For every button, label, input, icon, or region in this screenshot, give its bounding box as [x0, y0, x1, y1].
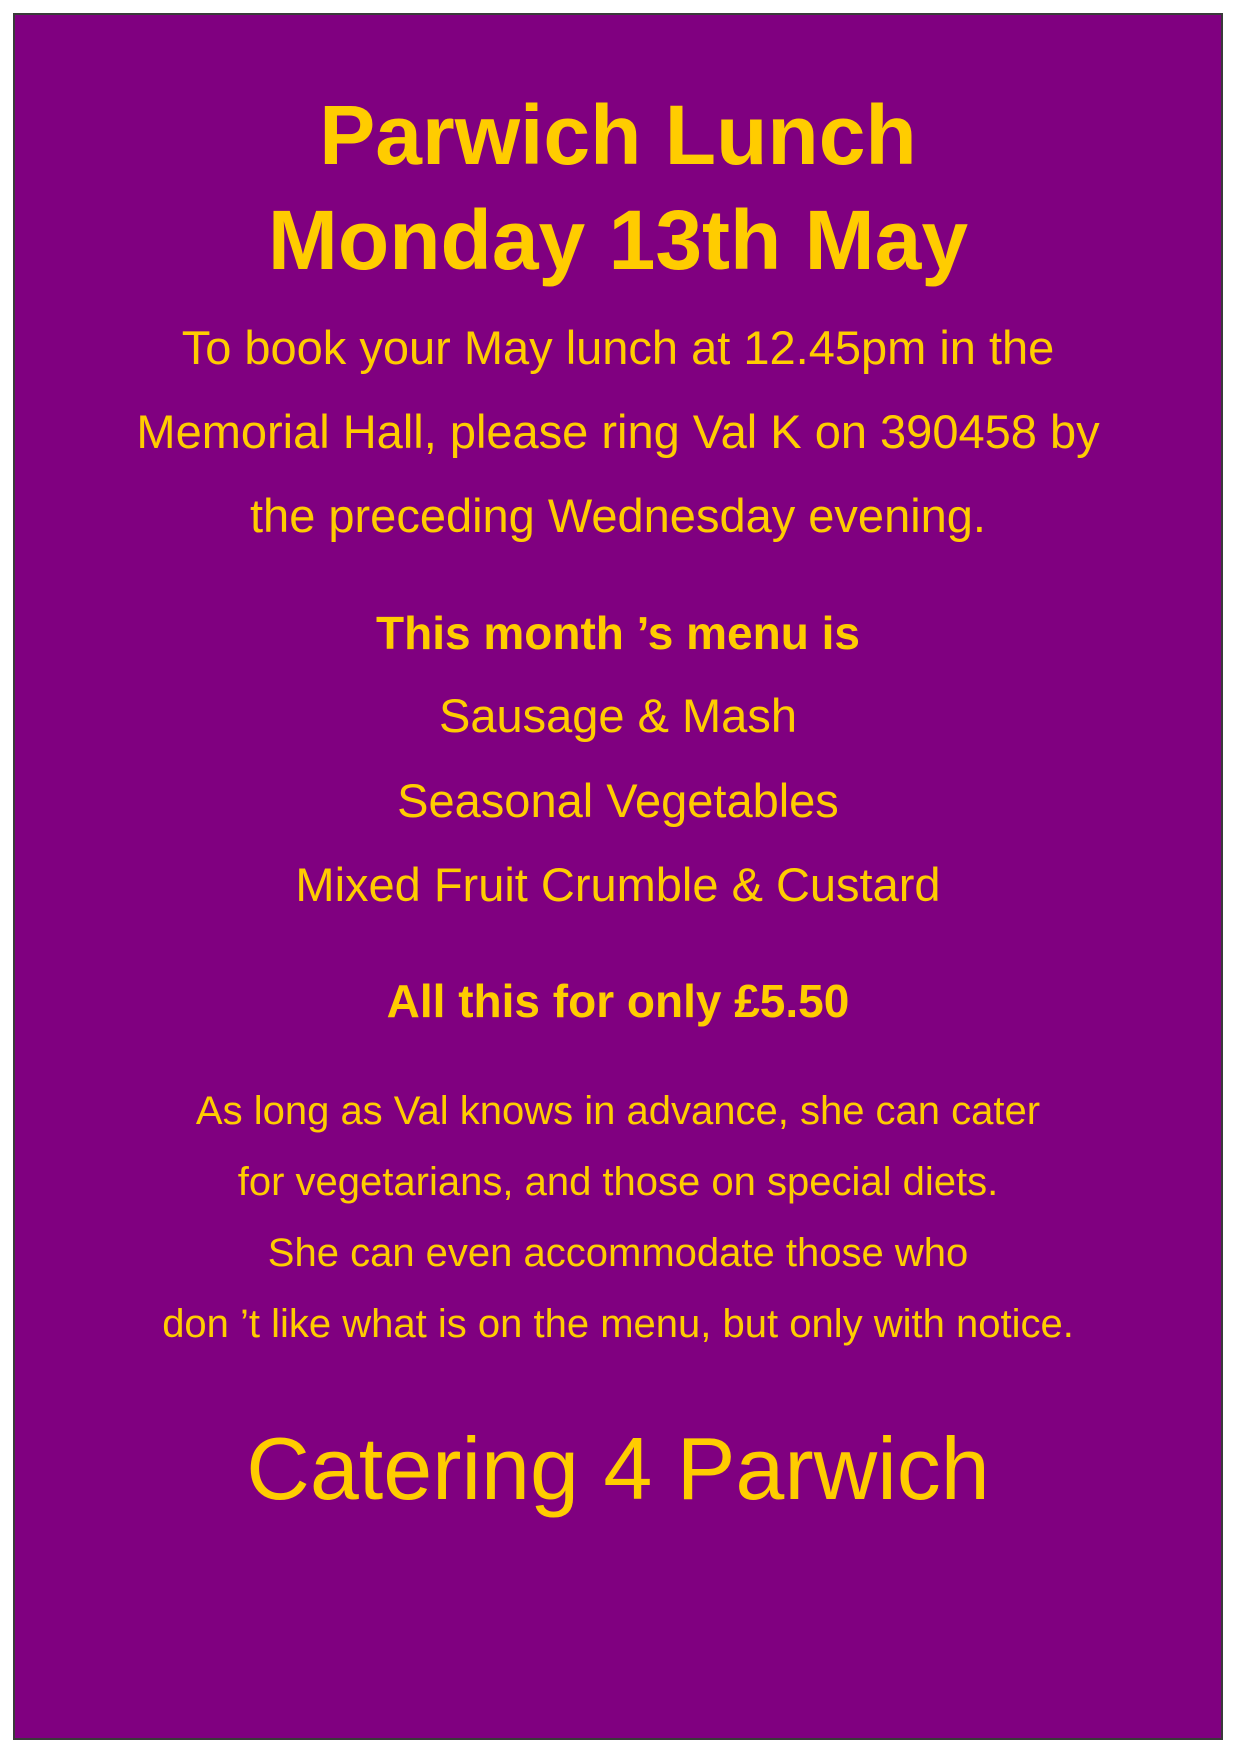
- menu-item: Seasonal Vegetables: [397, 774, 839, 827]
- booking-text-line-2: Memorial Hall, please ring Val K on 390458 by: [136, 405, 1100, 458]
- poster-title: Parwich Lunch: [319, 88, 917, 182]
- booking-text-line-3: the preceding Wednesday evening.: [250, 489, 986, 542]
- lunch-poster: [13, 13, 1223, 1740]
- menu-heading: This month ’s menu is: [376, 607, 860, 659]
- dietary-note-line: She can even accommodate those who: [267, 1231, 969, 1275]
- dietary-note-line: don ’t like what is on the menu, but only with notice.: [162, 1302, 1074, 1346]
- menu-item: Mixed Fruit Crumble & Custard: [295, 858, 941, 911]
- event-date: Monday 13th May: [267, 193, 969, 287]
- booking-text-line-1: To book your May lunch at 12.45pm in the: [181, 321, 1055, 374]
- menu-item: Sausage & Mash: [439, 689, 797, 742]
- dietary-note-line: As long as Val knows in advance, she can cater: [195, 1089, 1041, 1133]
- dietary-note-line: for vegetarians, and those on special diets.: [237, 1160, 999, 1204]
- price-text: All this for only £5.50: [386, 975, 850, 1027]
- organizer-name: Catering 4 Parwich: [246, 1419, 990, 1518]
